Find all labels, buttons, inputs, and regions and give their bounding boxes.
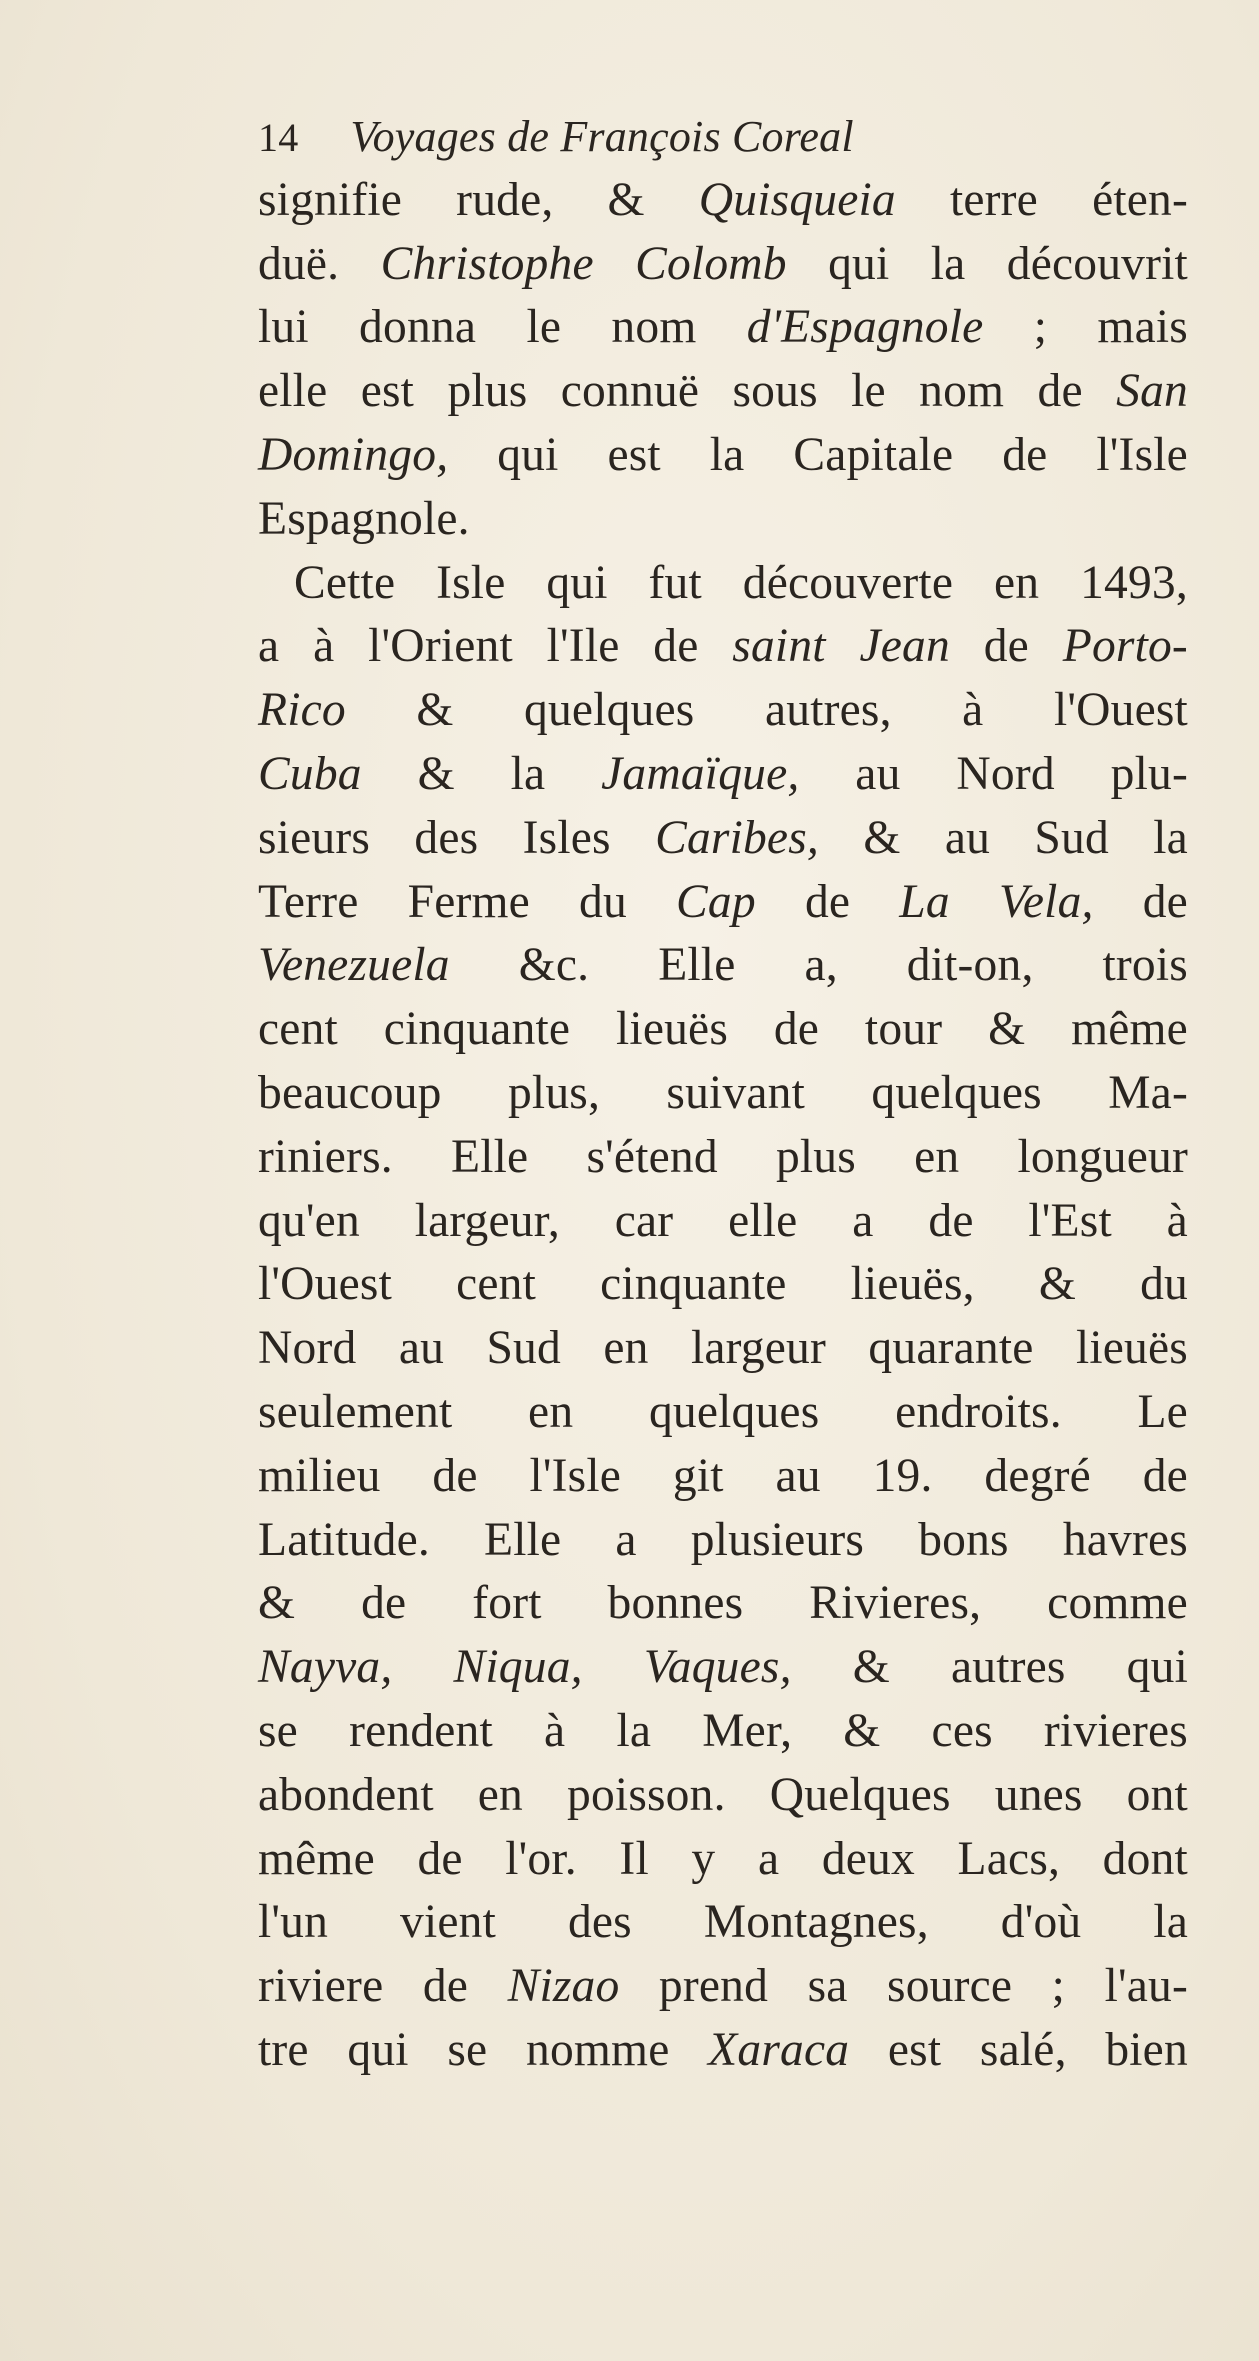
body-text xyxy=(258,169,1188,2083)
text-line: milieu de l'Isle git au 19. degré de xyxy=(258,1449,1188,1502)
text-line: Cuba & la Jamaïque, au Nord plu- xyxy=(258,747,1188,800)
text-line: Cette Isle qui fut découverte en 1493, xyxy=(294,556,1188,609)
page-number: 14 xyxy=(258,115,299,160)
text-line: l'Ouest cent cinquante lieuës, & du xyxy=(258,1258,1188,1311)
text-line: cent cinquante lieuës de tour & même xyxy=(258,1003,1188,1056)
text-line: Venezuela &c. Elle a, dit-on, trois xyxy=(258,939,1188,992)
text-line: a à l'Orient l'Ile de saint Jean de Porto- xyxy=(258,620,1188,673)
text-line: riviere de Nizao prend sa source ; l'au- xyxy=(258,1960,1188,2013)
text-line: l'un vient des Montagnes, d'où la xyxy=(258,1896,1188,1949)
text-line: lui donna le nom d'Espagnole ; mais xyxy=(258,301,1188,354)
page-text xyxy=(258,105,1188,2083)
text-line: sieurs des Isles Caribes, & au Sud la xyxy=(258,811,1188,864)
text-line: & de fort bonnes Rivieres, comme xyxy=(258,1577,1188,1630)
text-line: Nayva, Niqua, Vaques, & autres qui xyxy=(258,1641,1188,1694)
text-line: seulement en quelques endroits. Le xyxy=(258,1385,1188,1438)
text-line: duë. Christophe Colomb qui la découvrit xyxy=(258,237,1188,290)
text-line: Espagnole. xyxy=(258,492,470,545)
text-line: Latitude. Elle a plusieurs bons havres xyxy=(258,1513,1188,1566)
text-line: même de l'or. Il y a deux Lacs, dont xyxy=(258,1832,1188,1885)
running-title: Voyages de François Coreal xyxy=(350,112,854,161)
text-line: qu'en largeur, car elle a de l'Est à xyxy=(258,1194,1188,1247)
text-line: Domingo, qui est la Capitale de l'Isle xyxy=(258,428,1188,481)
text-line: signifie rude, & Quisqueia terre éten- xyxy=(258,173,1188,226)
text-line: Rico & quelques autres, à l'Ouest xyxy=(258,684,1188,737)
text-line: riniers. Elle s'étend plus en longueur xyxy=(258,1130,1188,1183)
text-line: Terre Ferme du Cap de La Vela, de xyxy=(258,875,1188,928)
text-line: Nord au Sud en largeur quarante lieuës xyxy=(258,1322,1188,1375)
text-line: abondent en poisson. Quelques unes ont xyxy=(258,1768,1188,1821)
running-header xyxy=(258,105,1188,169)
text-line: elle est plus connuë sous le nom de San xyxy=(258,365,1188,418)
text-line: se rendent à la Mer, & ces rivieres xyxy=(258,1704,1188,1757)
text-line: beaucoup plus, suivant quelques Ma- xyxy=(258,1066,1188,1119)
text-line: tre qui se nomme Xaraca est salé, bien xyxy=(258,2023,1188,2076)
